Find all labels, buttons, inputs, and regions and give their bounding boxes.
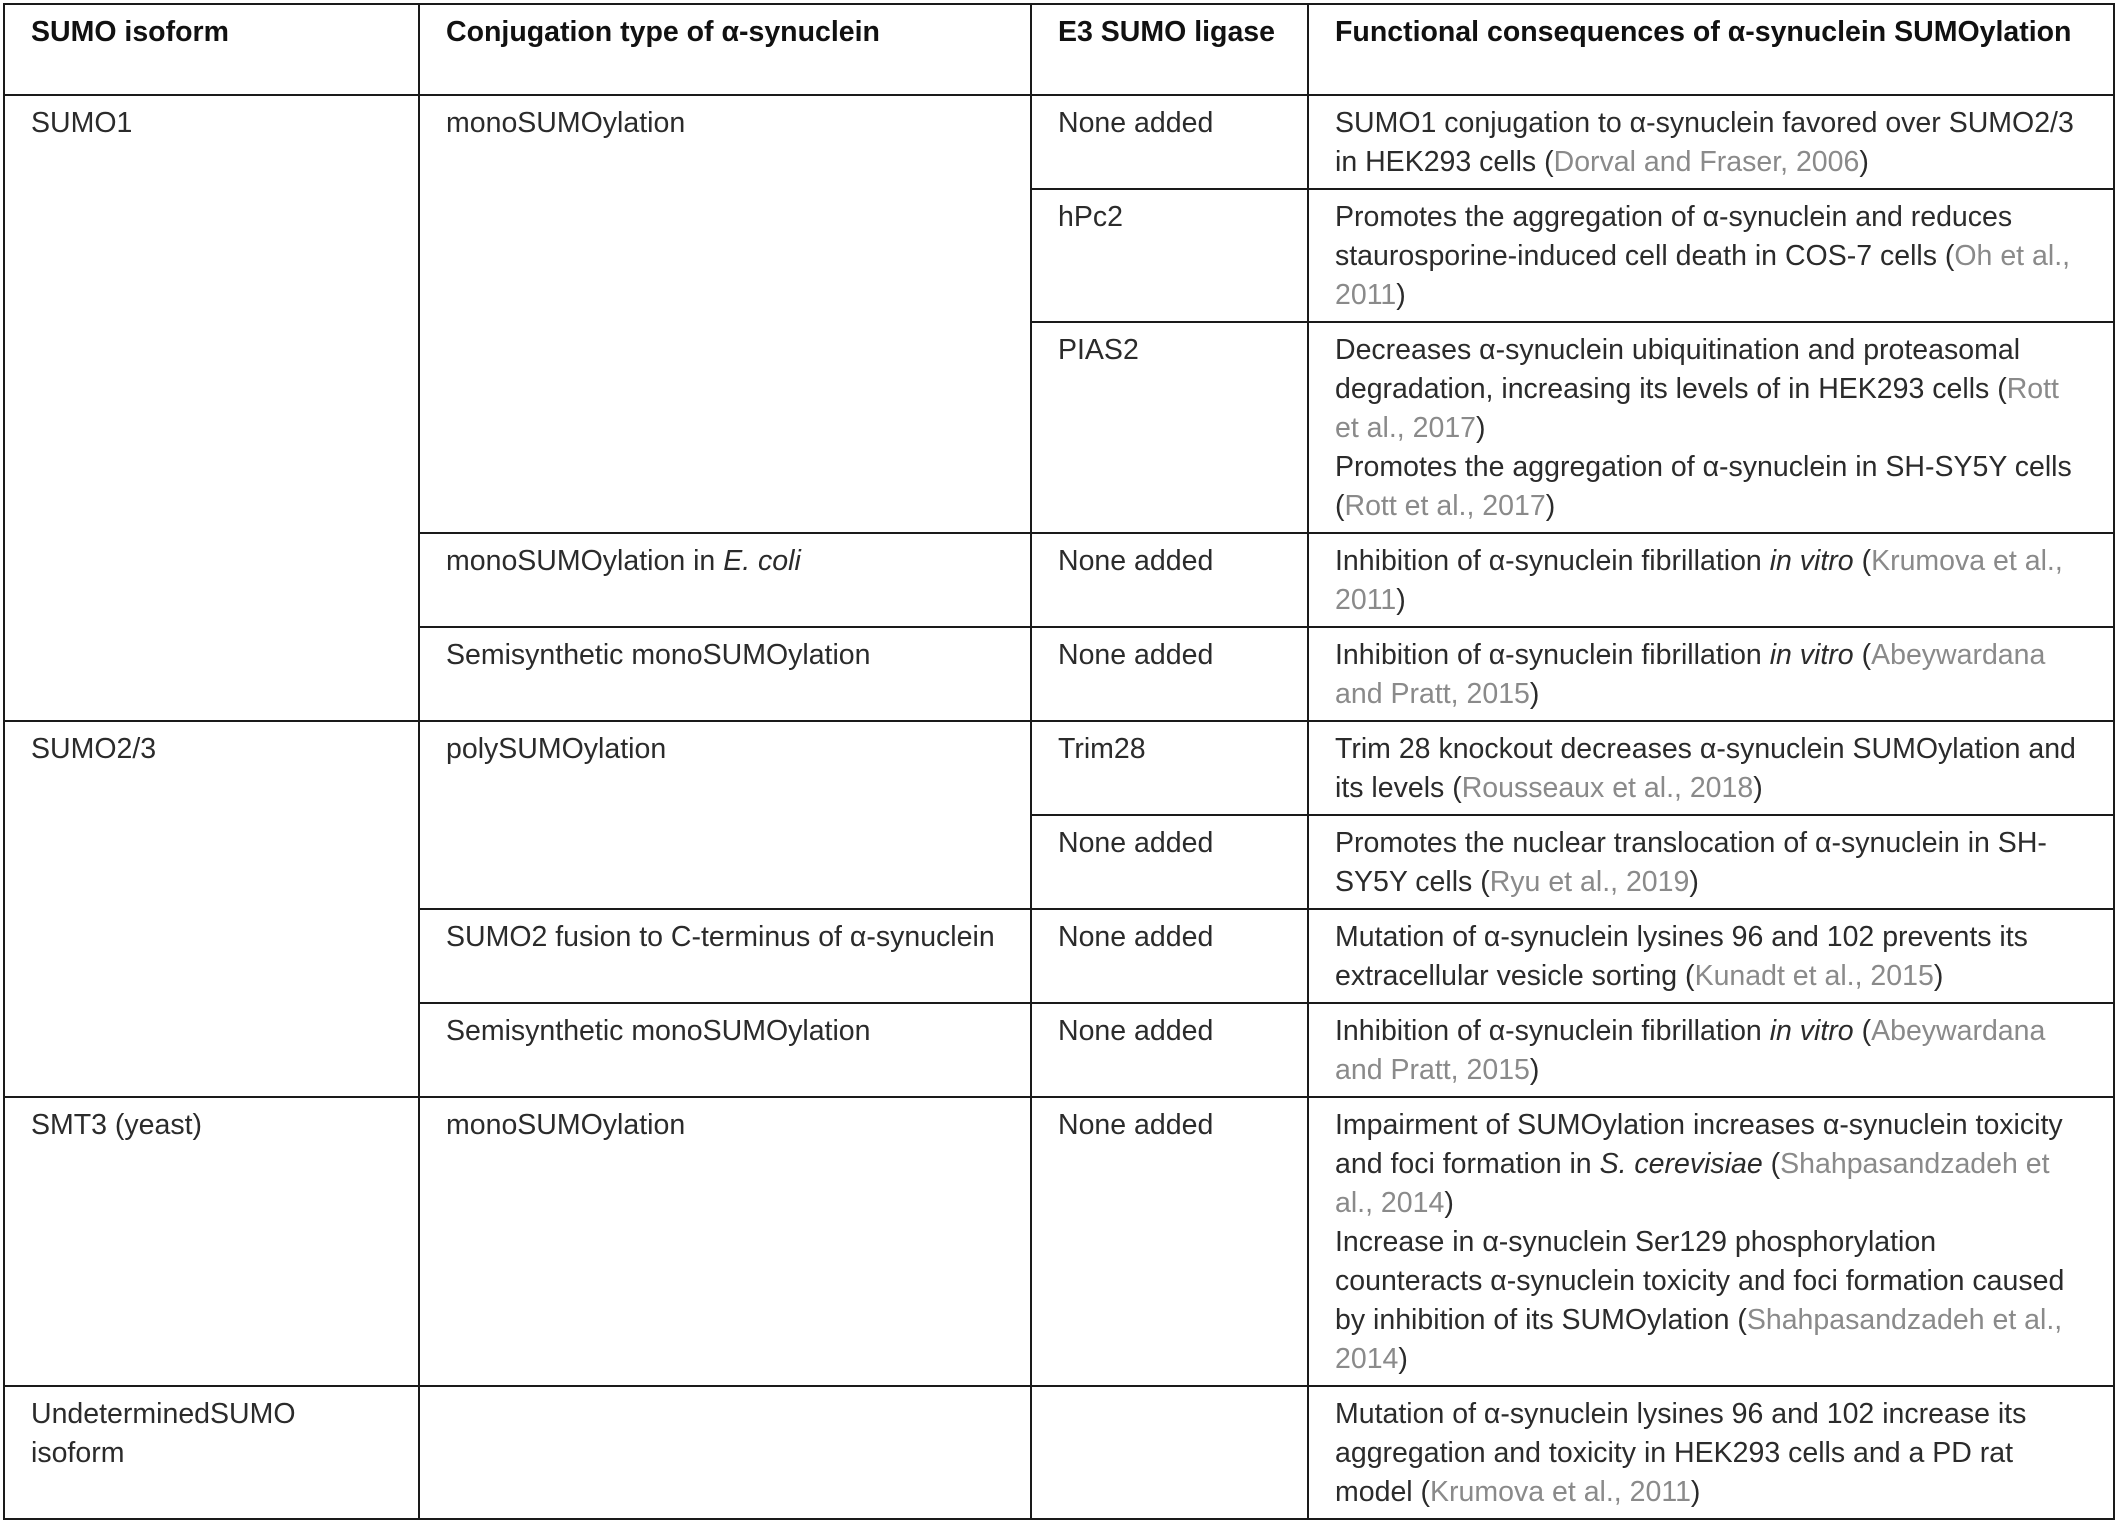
ligase-cell: None added <box>1031 1097 1308 1386</box>
consequence-cell <box>1308 1097 2114 1386</box>
consequence-text-end: ) <box>1933 960 1944 992</box>
consequence-cell <box>1308 322 2114 533</box>
header-functional-consequences: Functional consequences of α-synuclein SUMOylation <box>1308 4 2114 95</box>
table-row <box>4 95 2114 189</box>
consequence-text: Impairment of SUMOylation increases α-synuclein toxicity and foci formation in <box>1335 1109 2063 1180</box>
header-e3-ligase: E3 SUMO ligase <box>1031 4 1308 95</box>
isoform-cell: SUMO2/3 <box>4 721 419 1097</box>
conjugation-cell: monoSUMOylation <box>419 1097 1031 1386</box>
conjugation-cell: polySUMOylation <box>419 721 1031 909</box>
consequence-paragraph <box>1335 1106 2087 1223</box>
consequence-cell <box>1308 1386 2114 1519</box>
consequence-cell <box>1308 909 2114 1003</box>
ligase-cell: PIAS2 <box>1031 322 1308 533</box>
reference-link[interactable]: Dorval and Fraser, 2006 <box>1553 146 1860 178</box>
consequence-text: Inhibition of α-synuclein fibrillation <box>1335 1015 1770 1047</box>
consequence-cell <box>1308 721 2114 815</box>
conjugation-text: monoSUMOylation in <box>446 545 724 577</box>
reference-link[interactable]: Shahpasandzadeh et al., 2014 <box>1335 1148 2050 1219</box>
reference-link[interactable]: Rousseaux et al., 2018 <box>1461 772 1754 804</box>
consequence-text: ( <box>1853 1015 1872 1047</box>
consequence-cell <box>1308 533 2114 627</box>
consequence-italic: in vitro <box>1769 545 1854 577</box>
conjugation-cell: monoSUMOylation <box>419 95 1031 533</box>
ligase-cell <box>1031 1386 1308 1519</box>
consequence-text-end: ) <box>1396 279 1406 311</box>
consequence-text-end: ) <box>1753 772 1763 804</box>
conjugation-organism: E. coli <box>723 545 801 577</box>
consequence-text: Increase in α-synuclein Ser129 phosphorylation counteracts α-synuclein toxicity and foci formation caused by inhibition of its SUMOylation ( <box>1335 1226 2065 1336</box>
reference-link[interactable]: Krumova et al., 2011 <box>1430 1476 1691 1508</box>
consequence-italic: in vitro <box>1769 1015 1854 1047</box>
consequence-text: ( <box>1762 1148 1781 1180</box>
ligase-cell: None added <box>1031 909 1308 1003</box>
isoform-cell: SMT3 (yeast) <box>4 1097 419 1386</box>
consequence-text-end: ) <box>1398 1343 1408 1375</box>
consequence-text-end: ) <box>1689 866 1699 898</box>
reference-link[interactable]: Abeywardana and Pratt, 2015 <box>1335 639 2046 710</box>
consequence-text: Promotes the aggregation of α-synuclein and reduces staurosporine-induced cell death in COS-7 cells ( <box>1335 201 2013 272</box>
consequence-cell <box>1308 627 2114 721</box>
conjugation-cell <box>419 533 1031 627</box>
table-row <box>4 1386 2114 1519</box>
consequence-text: Promotes the aggregation of α-synuclein in SH-SY5Y cells ( <box>1335 451 2072 522</box>
consequence-text: Mutation of α-synuclein lysines 96 and 102 prevents its extracellular vesicle sorting ( <box>1335 921 2028 992</box>
consequence-text-end: ) <box>1859 146 1869 178</box>
ligase-cell: None added <box>1031 533 1308 627</box>
ligase-cell: Trim28 <box>1031 721 1308 815</box>
conjugation-cell <box>419 1386 1031 1519</box>
consequence-cell: SUMO1 conjugation to α-synuclein favored over SUMO2/3 in HEK293 cells (Dorval and Fraser, 2006) <box>1308 95 2114 189</box>
consequence-italic: S. cerevisiae <box>1599 1148 1763 1180</box>
ligase-cell: None added <box>1031 815 1308 909</box>
consequence-text-end: ) <box>1529 1054 1540 1086</box>
ligase-cell: None added <box>1031 95 1308 189</box>
consequence-text: Mutation of α-synuclein lysines 96 and 102 increase its aggregation and toxicity in HEK293 cells and a PD rat model ( <box>1335 1398 2027 1508</box>
reference-link[interactable]: Oh et al., 2011 <box>1335 240 2071 311</box>
header-sumo-isoform: SUMO isoform <box>4 4 419 95</box>
reference-link[interactable]: Shahpasandzadeh et al., 2014 <box>1335 1304 2063 1375</box>
consequence-cell <box>1308 815 2114 909</box>
table-row <box>4 1097 2114 1386</box>
conjugation-cell: SUMO2 fusion to C-terminus of α-synuclein <box>419 909 1031 1003</box>
consequence-text: ( <box>1853 545 1872 577</box>
reference-link[interactable]: Rott et al., 2017 <box>1335 373 2059 444</box>
consequence-italic: in vitro <box>1769 639 1854 671</box>
reference-link[interactable]: Ryu et al., 2019 <box>1489 866 1690 898</box>
consequence-text: Trim 28 knockout decreases α-synuclein SUMOylation and its levels ( <box>1335 733 2076 804</box>
conjugation-cell: Semisynthetic monoSUMOylation <box>419 627 1031 721</box>
reference-link[interactable]: Kunadt et al., 2015 <box>1694 960 1934 992</box>
isoform-cell: UndeterminedSUMO isoform <box>4 1386 419 1519</box>
consequence-text: Decreases α-synuclein ubiquitination and proteasomal degradation, increasing its levels of in HEK293 cells ( <box>1335 334 2021 405</box>
consequence-text-end: ) <box>1529 678 1540 710</box>
consequence-text: Inhibition of α-synuclein fibrillation <box>1335 639 1770 671</box>
header-conjugation-type: Conjugation type of α-synuclein <box>419 4 1031 95</box>
consequence-text: ( <box>1853 639 1872 671</box>
reference-link[interactable]: Abeywardana and Pratt, 2015 <box>1335 1015 2046 1086</box>
consequence-cell <box>1308 1003 2114 1097</box>
consequence-text: Promotes the nuclear translocation of α-synuclein in SH-SY5Y cells ( <box>1335 827 2047 898</box>
table-row <box>4 721 2114 815</box>
consequence-paragraph <box>1335 331 2087 448</box>
consequence-text-end: ) <box>1476 412 1486 444</box>
consequence-cell <box>1308 189 2114 322</box>
isoform-cell: SUMO1 <box>4 95 419 721</box>
ligase-cell: hPc2 <box>1031 189 1308 322</box>
consequence-text: SUMO1 conjugation to α-synuclein favored over SUMO2/3 in HEK293 cells <box>1335 107 2074 178</box>
consequence-text-end: ) <box>1444 1187 1454 1219</box>
header-row <box>4 4 2114 95</box>
consequence-paragraph <box>1335 448 2087 526</box>
consequence-paragraph <box>1335 1223 2087 1379</box>
ligase-cell: None added <box>1031 1003 1308 1097</box>
consequence-text-end: ) <box>1396 584 1406 616</box>
conjugation-cell: Semisynthetic monoSUMOylation <box>419 1003 1031 1097</box>
consequence-text: Inhibition of α-synuclein fibrillation <box>1335 545 1770 577</box>
reference-link[interactable]: Rott et al., 2017 <box>1344 490 1546 522</box>
consequence-text-end: ) <box>1690 1476 1701 1508</box>
reference-link[interactable]: Krumova et al., 2011 <box>1335 545 2063 616</box>
sumoylation-table <box>3 3 2115 1520</box>
consequence-text-end: ) <box>1545 490 1556 522</box>
ligase-cell: None added <box>1031 627 1308 721</box>
